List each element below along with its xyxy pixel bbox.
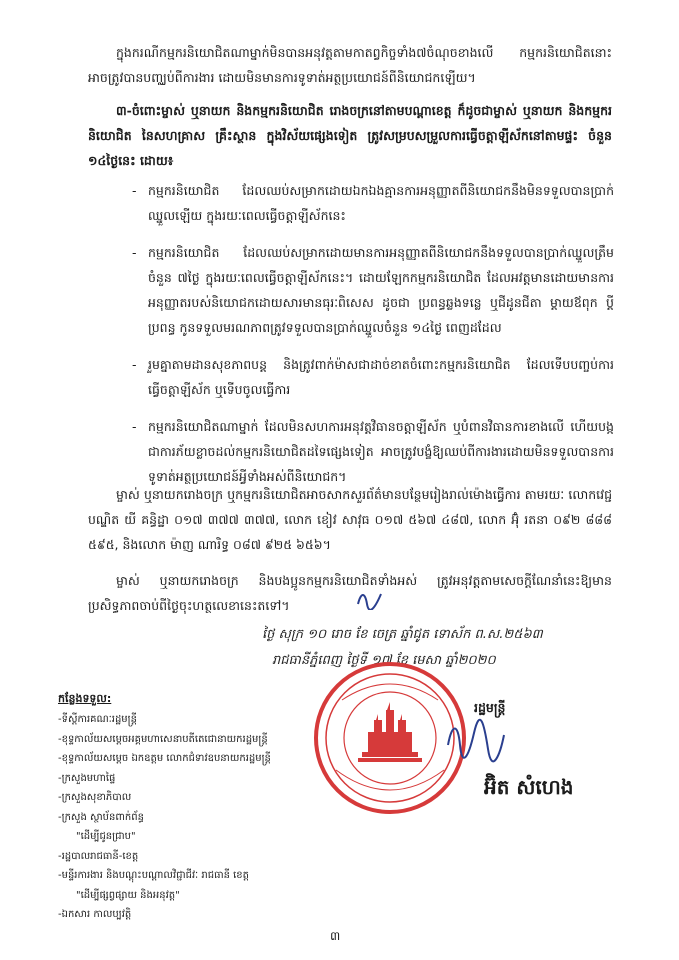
- paragraph-section-3: ៣-ចំពោះម្ចាស់ ឬនាយក និងកម្មករនិយោជិត រោងចក្រនៅតាមបណ្តាខេត្ត ក៏ដូចជាម្ចាស់ ឬនាយក និងកម្មករនិយោជិត នៃសហគ្រាស គ្រឹះស្ថាន ក្នុងវិស័យផ្សេងទៀត ត្រូវសម្របសម្រួលការធ្វើចត្តាឡីស័កនៅតាមផ្ទះ ចំនួន ១៤ថ្ងៃនេះ ដោយ៖: [88, 103, 612, 168]
- recipient-item: -ក្រសួង ស្ថាប័នពាក់ព័ន្ធ: [58, 811, 144, 823]
- bullet-list: [132, 178, 614, 501]
- date-solar: រាជធានីភ្នំពេញ ថ្ងៃទី ១៧ ខែ មេសា ឆ្នាំ២០២០: [272, 653, 496, 668]
- recipient-item: -ខុទ្ទកាល័យសម្តេចអគ្គមហាសេនាបតីតេជោនាយករដ្ឋមន្ត្រី: [58, 733, 268, 745]
- recipient-item: -ឯកសារ កាលប្បវត្តិ: [58, 909, 132, 920]
- recipients-block: [58, 692, 358, 925]
- recipient-item: -ក្រសួងមហាផ្ទៃ: [58, 772, 116, 784]
- recipient-item: "ដើម្បីជូនជ្រាប": [76, 831, 136, 842]
- bullet-item: - កម្មករនិយោជិត ដែលឈប់សម្រាកដោយឯកឯងគ្មានការអនុញ្ញាតពីនិយោជកនឹងមិនទទួលបានប្រាក់ឈ្នួលឡើយ ក្នុងរយៈពេលធ្វើចត្តាឡីស័កនេះ: [132, 183, 614, 223]
- recipient-item: -ខុទ្ទកាល័យសម្តេច ឯកឧត្តម លោកជំទាវឧបនាយករដ្ឋមន្ត្រី: [58, 753, 271, 764]
- recipient-item: "ដើម្បីផ្សព្វផ្សាយ និងអនុវត្ត": [76, 889, 180, 901]
- recipient-item: -ក្រសួងសុខាភិបាល: [58, 792, 132, 803]
- initial-mark-icon: [355, 588, 385, 610]
- page-number: ៣: [330, 929, 341, 943]
- recipient-item: -ទីស្តីការគណៈរដ្ឋមន្ត្រី: [58, 714, 137, 725]
- signature-icon: [440, 715, 510, 765]
- signatory-title: រដ្ឋមន្ត្រី: [474, 700, 506, 715]
- paragraph-dismissal: ក្នុងករណីកម្មករនិយោជិតណាម្នាក់មិនបានអនុវត្តតាមកាតព្វកិច្ចទាំង៧ចំណុចខាងលើ កម្មករនិយោជិតនោះ អាចត្រូវបានបញ្ឈប់ពីការងារ ដោយមិនមានការទូទាត់អត្ថប្រយោជន៍ពីនិយោជកឡើយ។: [88, 45, 612, 85]
- recipient-item: -រដ្ឋបាលរាជធានី-ខេត្ត: [58, 850, 139, 862]
- bullet-item: - កម្មករនិយោជិតណាម្នាក់ ដែលមិនសហការអនុវត្តវិធានចត្តាឡីស័ក ឬបំពានវិធានការខាងលើ ហើយបង្កជាការភ័យខ្លាចដល់កម្មករនិយោជិតដទៃផ្សេងទៀត អាចត្រូវបង្ខំឱ្យឈប់ពីការងារដោយមិនទទួលបានការទូទាត់អត្ថប្រយោជន៍អ្វីទាំងអស់ពីនិយោជក។: [132, 419, 614, 484]
- paragraph-closing: ម្ចាស់ ឬនាយករោងចក្រ និងបងប្អូនកម្មករនិយោជិតទាំងអស់ ត្រូវអនុវត្តតាមសេចក្តីណែនាំនេះឱ្យមានប្រសិទ្ធភាពចាប់ពីថ្ងៃចុះហត្ថលេខានេះតទៅ។: [88, 573, 612, 613]
- signatory-name: អ៊ិត សំហេង: [484, 775, 574, 799]
- bullet-item: - កម្មករនិយោជិត ដែលឈប់សម្រាកដោយមានការអនុញ្ញាតពីនិយោជកនឹងទទួលបានប្រាក់ឈ្នួលត្រឹមចំនួន ៧ថ្ងៃ ក្នុងរយៈពេលធ្វើចត្តាឡីស័កនេះ។ ដោយឡែកកម្មករនិយោជិត ដែលអវត្តមានដោយមានការអនុញ្ញាតរបស់និយោជកដោយសារមានធុរៈពិសេស ដូចជា ប្រពន្ធឆ្លងទន្លេ ឬជីដូនជីតា ម្តាយឪពុក ប្តីប្រពន្ធ កូនទទួលមរណភាពត្រូវទទួលបានប្រាក់ឈ្នួលចំនួន ១៤ថ្ងៃ ពេញដដែល: [132, 245, 614, 335]
- date-lunar: ថ្ងៃ សុក្រ ១០ រោច ខែ ចេត្រ ឆ្នាំជូត ទោស័ក ព.ស.២៥៦៣: [262, 627, 543, 642]
- recipients-heading: កន្លែងទទួល:: [58, 692, 112, 705]
- recipient-item: -មន្ទីរការងារ និងបណ្តុះបណ្តាលវិជ្ជាជីវៈ រាជធានី ខេត្ត: [58, 870, 250, 881]
- bullet-item: - រួមគ្នាតាមដានសុខភាពបន្ត និងត្រូវពាក់ម៉ាសជាដាច់ខាតចំពោះកម្មករនិយោជិត ដែលទើបបញ្ចប់ការធ្វើចត្តាឡីស័ក ឬទើបចូលធ្វើការ: [132, 357, 614, 397]
- recipients-list: [58, 710, 358, 925]
- paragraph-contact: ម្ចាស់ ឬនាយករោងចក្រ ឬកម្មករនិយោជិតអាចសាកសួរព័ត៌មានបន្ថែមរៀងរាល់ម៉ោងធ្វើការ តាមរយៈ លោកវេជ្ជបណ្ឌិត យី គន្ធិដ្ឋា ០១៧ ៣៧៧ ៣៧៧, លោក ខៀវ សាវុធ ០១៧ ៥៦៧ ៤៨៧, លោក អ៊ុំ រតនា ០៩២ ៨៨៨ ៥៩៥, និងលោក ម៉ាញ ណារិទ្ធ ០៨៧ ៩២៥ ៦៥៦។: [88, 487, 612, 552]
